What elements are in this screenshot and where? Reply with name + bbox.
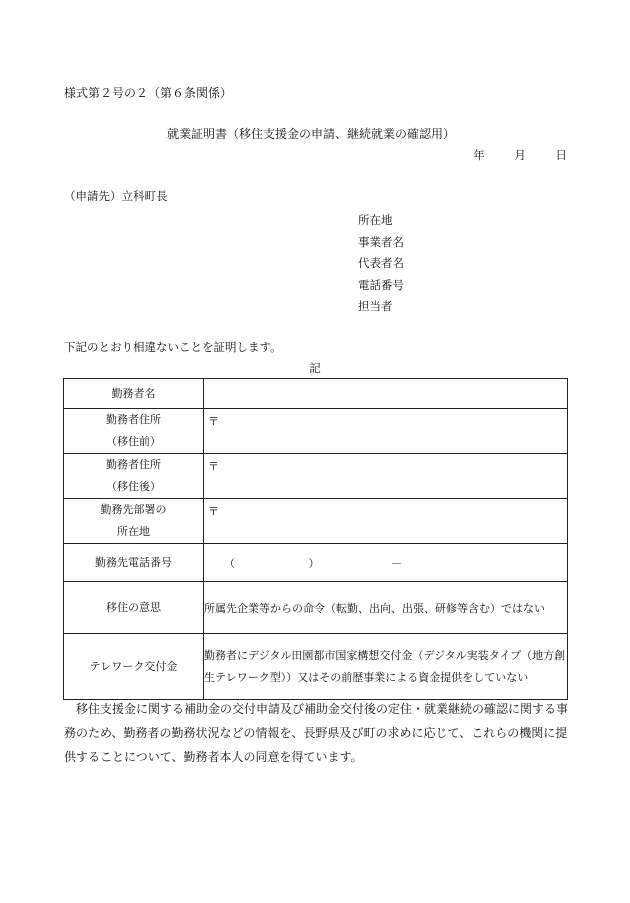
postal-mark: 〒: [208, 415, 219, 428]
date-day-label: 日: [555, 148, 567, 162]
table-row: [64, 544, 568, 582]
address-after-label: [64, 454, 204, 499]
office-location-label-line2: 所在地: [117, 525, 150, 538]
date-year-label: 年: [473, 148, 485, 162]
issuer-company-label: 事業者名: [358, 234, 404, 249]
address-before-label-line2: （移住前）: [106, 435, 161, 448]
form-number: 様式第２号の２（第６条関係）: [64, 86, 233, 100]
issuer-contact-label: 担当者: [358, 299, 393, 314]
table-row: [64, 634, 568, 700]
certification-statement: 下記のとおり相違ないことを証明します。: [64, 340, 282, 354]
telework-grant-value: 勤務者にデジタル田園都市国家構想交付金（デジタル実装タイプ（地方創生テレワーク型））又はその前歴事業による資金提供をしていない: [204, 634, 568, 700]
worker-name-label: 勤務者名: [64, 379, 204, 409]
address-after-label-line2: （移住後）: [106, 480, 161, 493]
relocation-intent-label: 移住の意思: [64, 582, 204, 634]
telework-grant-label: テレワーク交付金: [64, 634, 204, 700]
ki-heading: 記: [309, 361, 321, 375]
address-before-label: [64, 409, 204, 454]
address-before-label-line1: 勤務者住所: [106, 413, 161, 426]
phone-dash: －: [391, 556, 402, 570]
office-phone-field[interactable]: [204, 544, 568, 582]
issuer-phone-label: 電話番号: [358, 277, 404, 292]
relocation-intent-value: 所属先企業等からの命令（転勤、出向、出張、研修等含む）ではない: [204, 582, 568, 634]
consent-statement: 移住支援金に関する補助金の交付申請及び補助金交付後の定住・就業継続の確認に関する事務のため、勤務者の勤務状況などの情報を、長野県及び町の求めに応じて、これらの機関に提供することについて、勤務者本人の同意を得ています。: [64, 702, 569, 764]
date-line: [473, 147, 567, 163]
document-title: 就業証明書（移住支援金の申請、継続就業の確認用）: [167, 127, 456, 141]
postal-mark: 〒: [208, 505, 219, 518]
address-before-field[interactable]: [204, 409, 568, 454]
office-location-field[interactable]: [204, 499, 568, 544]
issuer-address-label: 所在地: [358, 213, 393, 227]
address-after-field[interactable]: [204, 454, 568, 499]
date-month-label: 月: [514, 148, 526, 162]
table-row: [64, 582, 568, 634]
postal-mark: 〒: [208, 460, 219, 473]
info-table: [63, 378, 568, 700]
table-row: [64, 379, 568, 409]
table-row: [64, 454, 568, 499]
table-row: [64, 409, 568, 454]
recipient: （申請先）立科町長: [64, 189, 168, 203]
worker-name-field[interactable]: [204, 379, 568, 409]
phone-open-paren: （: [224, 556, 235, 570]
office-phone-label: 勤務先電話番号: [64, 544, 204, 582]
issuer-representative-label: 代表者名: [358, 256, 404, 271]
table-row: [64, 499, 568, 544]
issuer-fields: [358, 210, 404, 318]
office-location-label: [64, 499, 204, 544]
address-after-label-line1: 勤務者住所: [106, 458, 161, 471]
office-location-label-line1: 勤務先部署の: [100, 503, 167, 516]
phone-close-paren: ）: [308, 556, 320, 570]
